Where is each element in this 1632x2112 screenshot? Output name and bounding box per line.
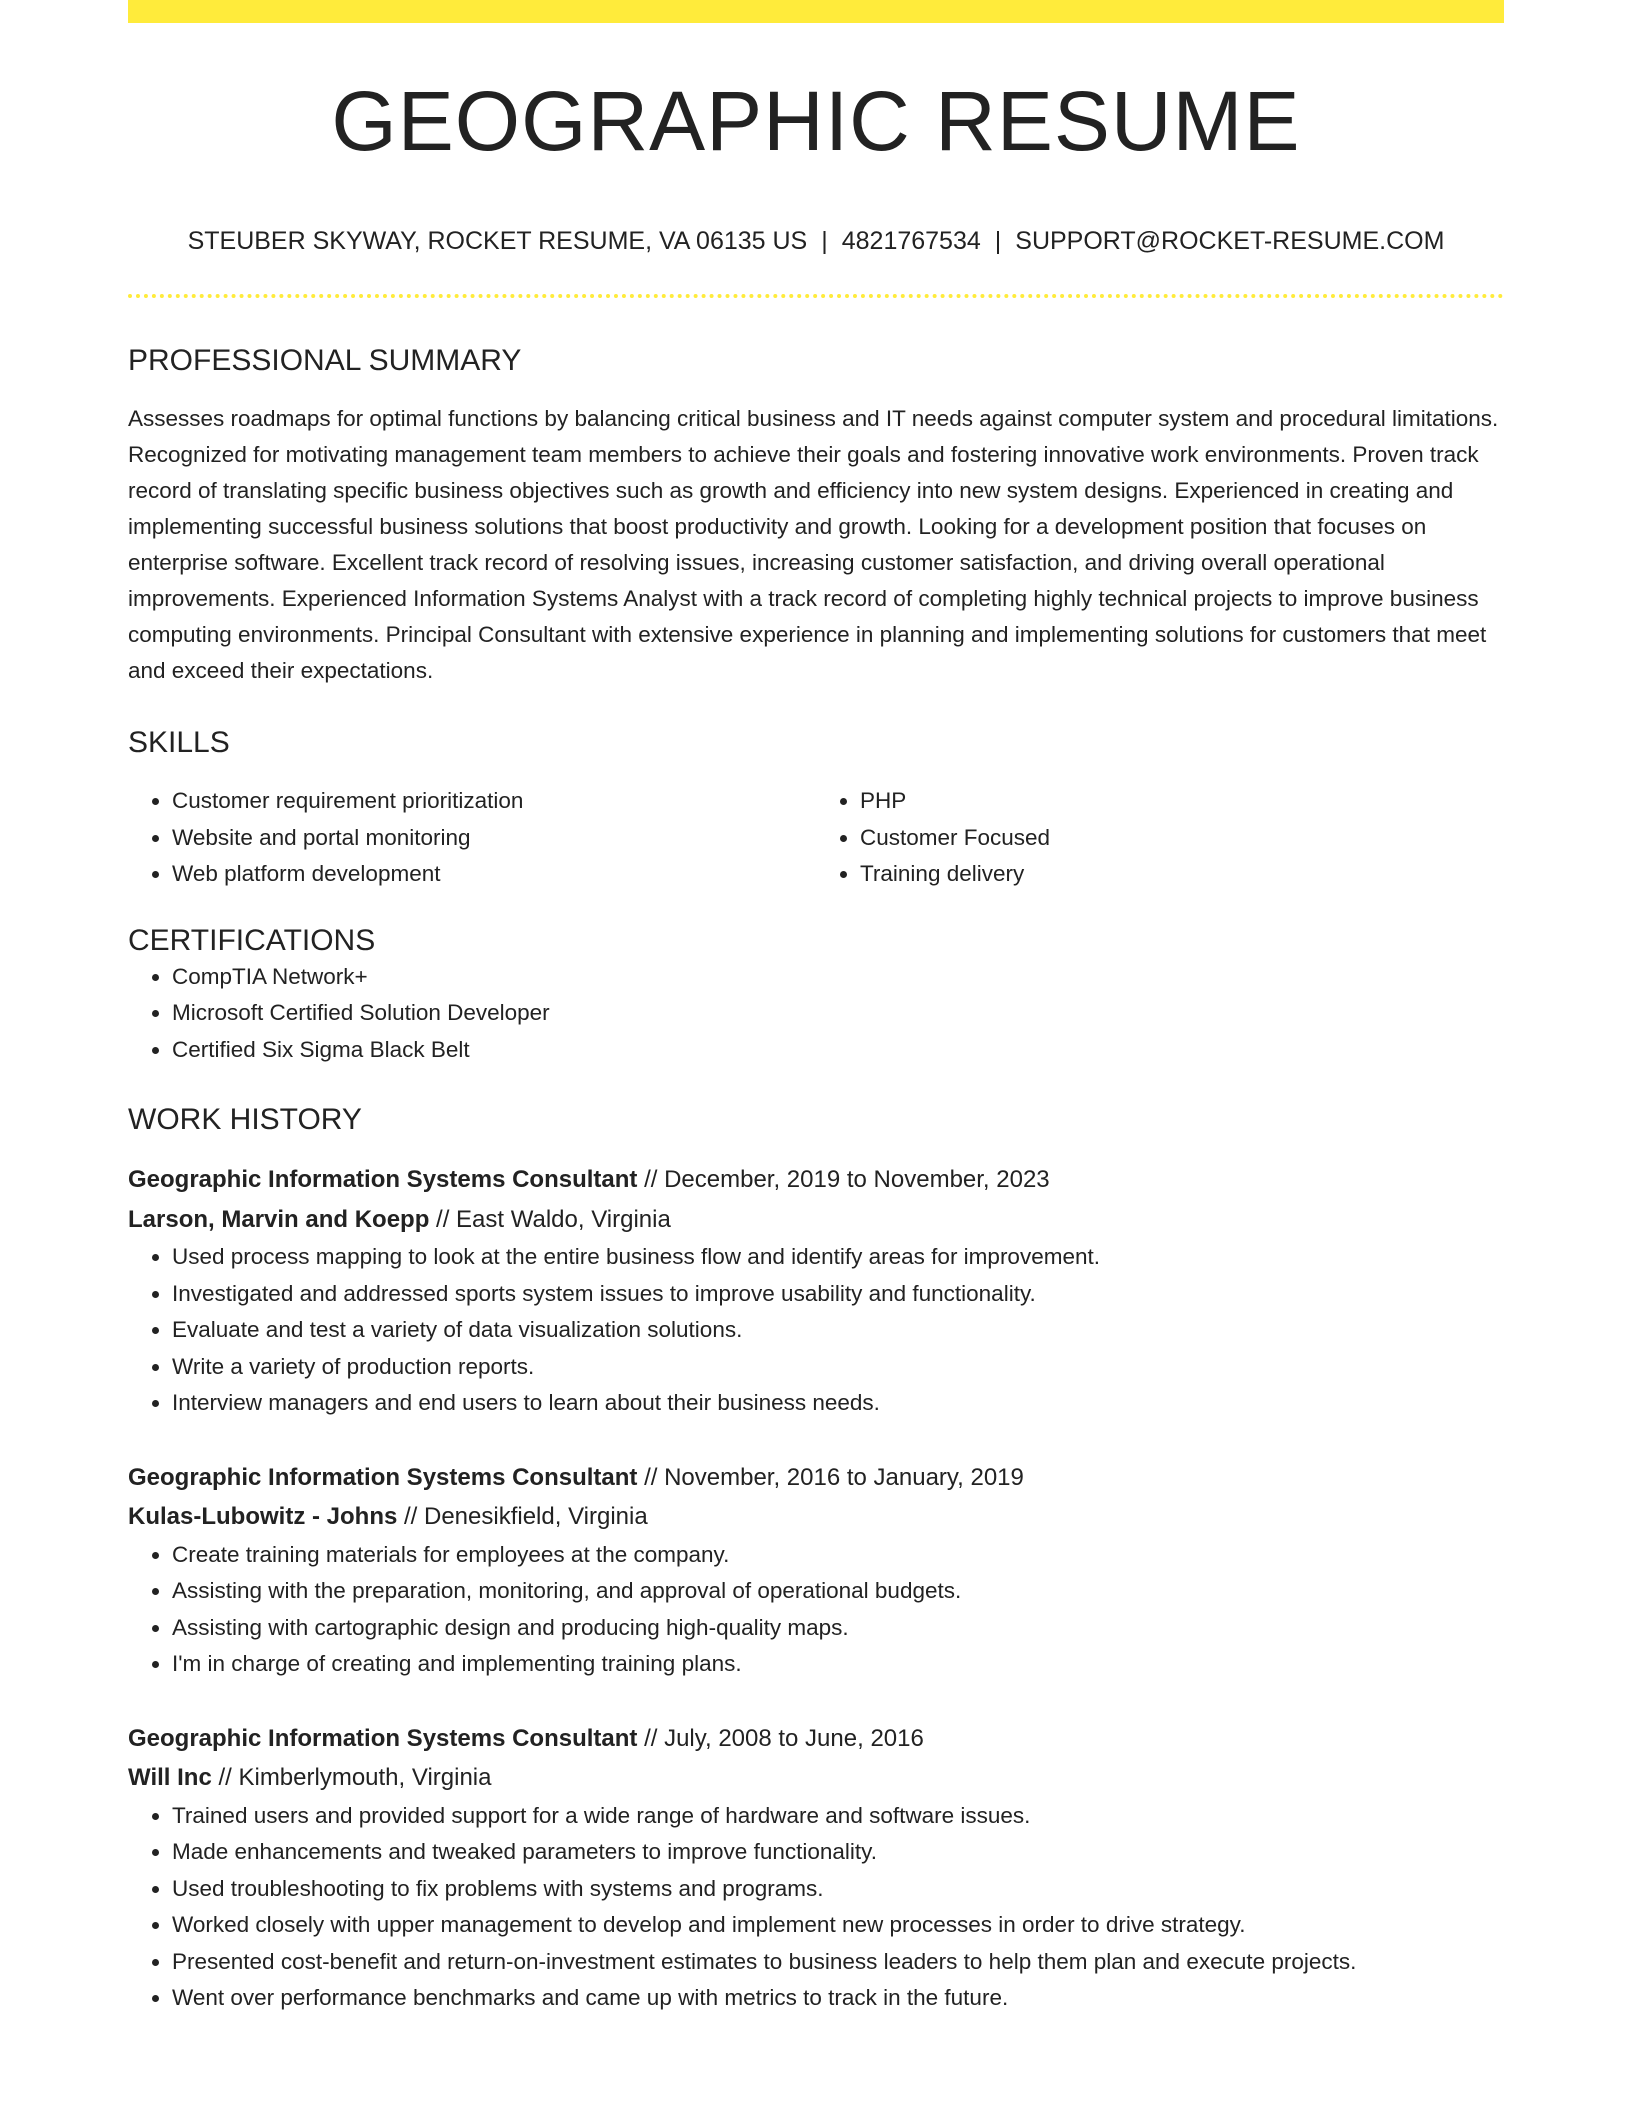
skill-item: • PHP <box>860 783 1504 820</box>
job-company: Kulas-Lubowitz - Johns <box>128 1503 398 1530</box>
job-title: Geographic Information Systems Consultant <box>128 1166 638 1193</box>
phone-text: 4821767534 <box>841 227 981 255</box>
skill-item: • Customer requirement prioritization <box>172 783 816 820</box>
address-text: STEUBER SKYWAY, ROCKET RESUME, VA 06135 US <box>187 227 808 255</box>
job-duty: • I'm in charge of creating and implementing training plans. <box>172 1646 1504 1683</box>
job-duty: • Interview managers and end users to learn about their business needs. <box>172 1385 1504 1422</box>
job-location: // Kimberlymouth, Virginia <box>218 1764 492 1791</box>
job-company: Larson, Marvin and Koepp <box>128 1205 430 1233</box>
job-duties-list <box>128 1537 1504 1683</box>
job-duty: • Used process mapping to look at the entire business flow and identify areas for improvement. <box>172 1239 1504 1276</box>
resume-page <box>128 0 1504 2017</box>
skill-item: • Website and portal monitoring <box>172 820 816 857</box>
work-history-section <box>128 1102 1504 2017</box>
certifications-section <box>128 923 1504 1069</box>
skills-section <box>128 725 1504 893</box>
page-title: GEOGRAPHIC RESUME <box>331 74 1301 168</box>
job-duty: • Worked closely with upper management to develop and implement new processes in order to drive strategy. <box>172 1907 1504 1944</box>
skills-list-left <box>128 783 816 893</box>
summary-text: Assesses roadmaps for optimal functions by balancing critical business and IT needs against computer system and procedural limitations. Recognized for motivating management team members to achieve their goals and fostering innovative work environments. Proven track record of translating specific business objectives such as growth and efficiency into new system designs. Experienced in creating and implementing successful business solutions that boost productivity and growth. Looking for a development position that focuses on enterprise software. Excellent track record of resolving issues, increasing customer satisfaction, and driving overall operational improvements. Experienced Information Systems Analyst with a track record of completing highly technical projects to improve business computing environments. Principal Consultant with extensive experience in planning and implementing solutions for customers that meet and exceed their expectations. <box>128 406 1499 683</box>
job-duty: • Create training materials for employees at the company. <box>172 1537 1504 1574</box>
certifications-list <box>128 959 1504 1069</box>
job-location: // Denesikfield, Virginia <box>404 1503 648 1530</box>
job-title-line <box>128 1160 1504 1200</box>
job-dates: // December, 2019 to November, 2023 <box>644 1166 1050 1193</box>
skill-item: • Training delivery <box>860 856 1504 893</box>
contact-separator: | <box>821 227 828 255</box>
work-history-heading: WORK HISTORY <box>128 1103 362 1136</box>
job-duty: • Trained users and provided support for a wide range of hardware and software issues. <box>172 1798 1504 1835</box>
summary-heading: PROFESSIONAL SUMMARY <box>128 344 522 377</box>
job-company-line <box>128 1200 1504 1240</box>
job-entry <box>128 1160 1504 1422</box>
job-duty: • Made enhancements and tweaked parameters to improve functionality. <box>172 1834 1504 1871</box>
email-text: SUPPORT@ROCKET-RESUME.COM <box>1015 227 1445 255</box>
job-duty: • Went over performance benchmarks and came up with metrics to track in the future. <box>172 1980 1504 2017</box>
job-title: Geographic Information Systems Consultant <box>128 1463 638 1491</box>
job-company-line <box>128 1758 1504 1798</box>
certification-item: • Microsoft Certified Solution Developer <box>172 995 1504 1032</box>
skill-item: • Customer Focused <box>860 820 1504 857</box>
job-duty: • Investigated and addressed sports system issues to improve usability and functionality. <box>172 1276 1504 1313</box>
job-duty: • Used troubleshooting to fix problems with systems and programs. <box>172 1871 1504 1908</box>
job-duty: • Assisting with cartographic design and producing high-quality maps. <box>172 1610 1504 1647</box>
certification-item: • Certified Six Sigma Black Belt <box>172 1032 1504 1069</box>
job-dates: // July, 2008 to June, 2016 <box>644 1724 924 1752</box>
skills-heading: SKILLS <box>128 726 230 759</box>
summary-section <box>128 343 1504 689</box>
job-duties-list <box>128 1798 1504 2017</box>
job-duties-list <box>128 1239 1504 1422</box>
job-entry <box>128 1458 1504 1683</box>
job-company-line <box>128 1497 1504 1537</box>
job-company: Will Inc <box>128 1764 212 1791</box>
job-dates: // November, 2016 to January, 2019 <box>644 1463 1024 1491</box>
job-duty: • Evaluate and test a variety of data visualization solutions. <box>172 1312 1504 1349</box>
job-duty: • Write a variety of production reports. <box>172 1349 1504 1386</box>
contact-line <box>128 226 1504 256</box>
job-duty: • Assisting with the preparation, monitoring, and approval of operational budgets. <box>172 1573 1504 1610</box>
skills-list-right <box>816 783 1504 893</box>
certifications-heading: CERTIFICATIONS <box>128 923 376 957</box>
contact-separator: | <box>994 227 1002 255</box>
job-entry <box>128 1719 1504 2017</box>
skill-item: • Web platform development <box>172 856 816 893</box>
certification-item: • CompTIA Network+ <box>172 959 1504 996</box>
skills-grid <box>128 783 1504 893</box>
job-title-line <box>128 1458 1504 1498</box>
job-title-line <box>128 1719 1504 1759</box>
job-duty: • Presented cost-benefit and return-on-investment estimates to business leaders to help them plan and execute projects. <box>172 1944 1504 1981</box>
job-title: Geographic Information Systems Consultant <box>128 1724 638 1752</box>
dotted-divider <box>128 294 1504 298</box>
job-location: // East Waldo, Virginia <box>436 1205 671 1233</box>
accent-bar <box>128 0 1504 23</box>
